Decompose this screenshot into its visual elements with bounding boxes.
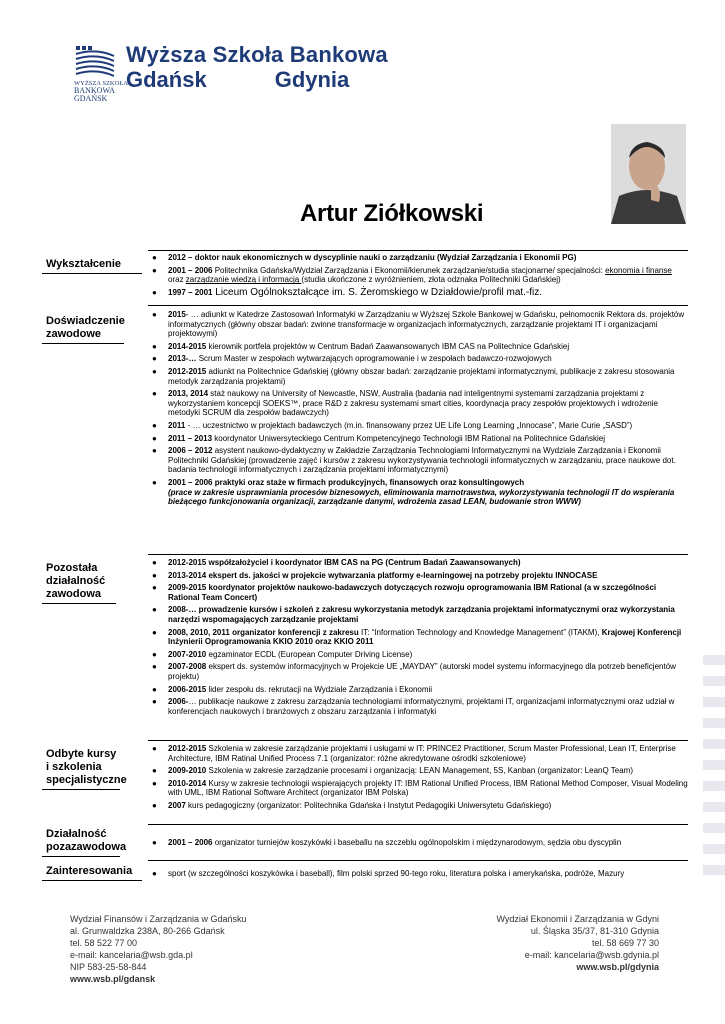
section-label: Odbyte kursy i szkolenia specjalistyczne bbox=[42, 748, 120, 790]
section-label: Wykształcenie bbox=[42, 258, 142, 274]
section-divider bbox=[148, 554, 688, 555]
list-item: ● 2001 – 2006 praktyki oraz staże w firmach produkcyjnych, finansowych oraz konsultingowych (prace w zakresie usprawniania procesów biznesowych, eliminowania marnotrawstwa, wykorzystywania technologii IT do wspierania bieżącego funkcjonowania organizacji, zarządzanie danymi, wdrożenia zasad LEAN, budowanie stron WWW) bbox=[152, 478, 688, 507]
section-label: Działalność pozazawodowa bbox=[42, 828, 120, 857]
decorative-bar bbox=[703, 760, 725, 770]
decorative-bar bbox=[703, 802, 725, 812]
list-item: ● 2012-2015 współzałożyciel i koordynator IBM CAS na PG (Centrum Badań Zaawansowanych) bbox=[152, 558, 688, 568]
footer-web-link[interactable]: www.wsb.pl/gdynia bbox=[576, 962, 659, 972]
list-item: ● 2013-2014 ekspert ds. jakości w projekcie wytwarzania platformy e-learningowej na potrzeby projektu INNOCASE bbox=[152, 571, 688, 581]
list-item: ● 2014-2015 kierownik portfela projektów w Centrum Badań Zaawansowanych IBM CAS na Politechnice Gdańskiej bbox=[152, 342, 688, 352]
decorative-bar bbox=[703, 823, 725, 833]
section-divider bbox=[148, 250, 688, 251]
decorative-bar bbox=[703, 739, 725, 749]
section-label: Zainteresowania bbox=[42, 865, 142, 881]
list-item: ● 2012 – doktor nauk ekonomicznych w dyscyplinie nauki o zarządzaniu (Wydział Zarządzania i Ekonomii PG) bbox=[152, 253, 688, 263]
section-divider bbox=[148, 824, 688, 825]
decorative-bar bbox=[703, 676, 725, 686]
footer-line: NIP 583-25-58-844 bbox=[70, 962, 147, 972]
logo-title: Wyższa Szkoła Bankowa bbox=[126, 42, 388, 67]
list-item: ● 2008, 2010, 2011 organizator konferencji z zakresu IT: “Information Technology and Knowledge Management” (ITAKM), Krajowej Konferencji Inżynierii Oprogramowania KKIO 2010 oraz KKIO 2011 bbox=[152, 628, 688, 647]
list-item: ● 2001 – 2006 Politechnika Gdańska/Wydział Zarządzania i Ekonomii/kierunek zarządzanie/studia stacjonarne/ specjalności: ekonomia i finanse oraz zarządzanie wiedzą i informacją (studia ukończone z wyróżnieniem, złota odznaka Politechniki Gdańskiej) bbox=[152, 266, 688, 285]
list-item: ● 2001 – 2006 organizator turniejów koszykówki i baseballu na szczeblu ogólnopolskim i międzynarodowym, sędzia obu dyscyplin bbox=[152, 838, 688, 848]
university-logo bbox=[74, 42, 388, 104]
university-emblem-icon bbox=[74, 42, 128, 104]
footer-line: Wydział Ekonomii i Zarządzania w Gdyni bbox=[496, 914, 659, 924]
section-label: Pozostała działalność zawodowa bbox=[42, 562, 116, 604]
logo-city-gdynia: Gdynia bbox=[274, 67, 350, 92]
footer-line: tel. 58 522 77 00 bbox=[70, 938, 138, 948]
decorative-bar bbox=[703, 655, 725, 665]
section-divider bbox=[148, 860, 688, 861]
list-item: ● 2012-2015 Szkolenia w zakresie zarządzanie projektami i usługami w IT: PRINCE2 Practitioner, Scrum Master Professional, Lean IT, Enterprise Architecture, IBM Ratinal Unified Process 7.1 (organizator: różne akredytowane ośrodki szkoleniowe) bbox=[152, 744, 688, 763]
list-item: ● 2007 kurs pedagogiczny (organizator: Politechnika Gdańska i Instytut Pedagogiki Uniwersytetu Gdańskiego) bbox=[152, 801, 688, 811]
section-divider bbox=[148, 305, 688, 306]
list-item: ● sport (w szczególności koszykówka i baseball), film polski sprzed 90-tego roku, literatura polska i amerykańska, podróże, Mazury bbox=[152, 869, 688, 879]
footer-gdynia bbox=[497, 913, 659, 973]
list-item: ● 1997 – 2001 Liceum Ogólnokształcące im. S. Żeromskiego w Działdowie/profil mat.-fiz. bbox=[152, 288, 688, 298]
list-item: ● 2015- … adiunkt w Katedrze Zastosowań Informatyki w Zarządzaniu w Wyższej Szkole Bankowej w Gdańsku, pełnomocnik Rektora ds. projektów informatycznych (główny obszar badań: zwinne transformacje w organizacjach informatycznych, zarządzanie projektami IT i organizacjami projektowymi) bbox=[152, 310, 688, 339]
footer-web-link[interactable]: www.wsb.pl/gdansk bbox=[70, 974, 156, 984]
emblem-caption: WYŻSZA SZKOŁA BANKOWA GDAŃSK bbox=[74, 80, 128, 103]
section-divider bbox=[148, 740, 688, 741]
list-item: ● 2012-2015 adiunkt na Politechnice Gdańskiej (główny obszar badań: zarządzanie projektami informatycznymi, publikacje z zakresu stosowania metodyk zarządzania projektami) bbox=[152, 367, 688, 386]
logo-city-gdansk: Gdańsk bbox=[126, 67, 207, 92]
footer-email-link[interactable]: e-mail: kancelaria@wsb.gdynia.pl bbox=[524, 950, 659, 960]
list-item: ● 2006-2015 lider zespołu ds. rekrutacji na Wydziale Zarządzania i Ekonomii bbox=[152, 685, 688, 695]
list-item: ● 2011 - … uczestnictwo w projektach badawczych (m.in. finansowany przez UE Life Long Learning „Innocase”, Marie Curie „SASD”) bbox=[152, 421, 688, 431]
list-item: ● 2009-2015 koordynator projektów naukowo-badawczych dotyczących rozwoju oprogramowania IBM Rational (a w szczególności Rational Team Concert) bbox=[152, 583, 688, 602]
list-item: ● 2013-… Scrum Master w zespołach wytwarzających oprogramowanie i w zespołach badawczo-rozwojowych bbox=[152, 354, 688, 364]
list-item: ● 2009-2010 Szkolenia w zakresie zarządzanie procesami i organizacją: LEAN Management, 5S, Kanban (organizator: LeanQ Team) bbox=[152, 766, 688, 776]
footer-email-link[interactable]: e-mail: kancelaria@wsb.gda.pl bbox=[70, 950, 193, 960]
footer-line: Wydział Finansów i Zarządzania w Gdańsku bbox=[70, 914, 247, 924]
section-label: Doświadczenie zawodowe bbox=[42, 315, 124, 344]
decorative-bar bbox=[703, 865, 725, 875]
footer-line: tel. 58 669 77 30 bbox=[591, 938, 659, 948]
list-item: ● 2006 – 2012 asystent naukowo-dydaktyczny w Zakładzie Zarządzania Technologiami Informatycznymi na Wydziale Zarządzania i Ekonomii Politechniki Gdańskiej (prowadzenie zajęć i kursów z zakresu wykorzystywania technologii informatycznych w zarządzaniu, prace naukowe dot. badania technologii informatycznych i zarządzania projektami informatycznymi) bbox=[152, 446, 688, 475]
profile-photo bbox=[611, 124, 686, 224]
footer-gdansk bbox=[70, 913, 247, 985]
decorative-bar bbox=[703, 844, 725, 854]
list-item: ● 2008-… prowadzenie kursów i szkoleń z zakresu wykorzystania metodyk zarządzania projektami informatycznymi oraz wykorzystania narzędzi wspomagających zarządzanie projektami bbox=[152, 605, 688, 624]
decorative-bar bbox=[703, 781, 725, 791]
decorative-bar bbox=[703, 697, 725, 707]
list-item: ● 2007-2010 egzaminator ECDL (European Computer Driving License) bbox=[152, 650, 688, 660]
footer-line: al. Grunwaldzka 238A, 80-266 Gdańsk bbox=[70, 926, 225, 936]
list-item: ● 2006-… publikacje naukowe z zakresu zarządzania technologiami informatycznymi, projektami IT, organizacjami informatycznymi oraz udział w konferencjach naukowych i branżowych z obszaru zarządzania i informatyki bbox=[152, 697, 688, 716]
list-item: ● 2013, 2014 staż naukowy na University of Newcastle, NSW, Australia (badania nad inteligentnymi systemami zarządzania projektami z wykorzystaniem koncepcji SOEKS™, prace R&D z zakresu systemami smart cities, koordynacja pracy zespołów projektowych i wdrożenie metodyki SCRUM dla zespołów badawczych) bbox=[152, 389, 688, 418]
list-item: ● 2010-2014 Kursy w zakresie technologii wspierających projekty IT: IBM Rational Unified Process, IBM Rational Method Composer, Visual Modeling with UML, IBM Rational Software Architect (organizator IBM Polska) bbox=[152, 779, 688, 798]
person-name: Artur Ziółkowski bbox=[300, 200, 484, 227]
decorative-bar bbox=[703, 718, 725, 728]
list-item: ● 2007-2008 ekspert ds. systemów informacyjnych w Projekcie UE „MAYDAY” (autorski model systemu informacyjnego dla potrzeb beneficjentów projektu) bbox=[152, 662, 688, 681]
list-item: ● 2011 – 2013 koordynator Uniwersyteckiego Centrum Kompetencyjnego Technologii IBM Rational na Politechnice Gdańskiej bbox=[152, 434, 688, 444]
footer-line: ul. Śląska 35/37, 81-310 Gdynia bbox=[530, 926, 659, 936]
